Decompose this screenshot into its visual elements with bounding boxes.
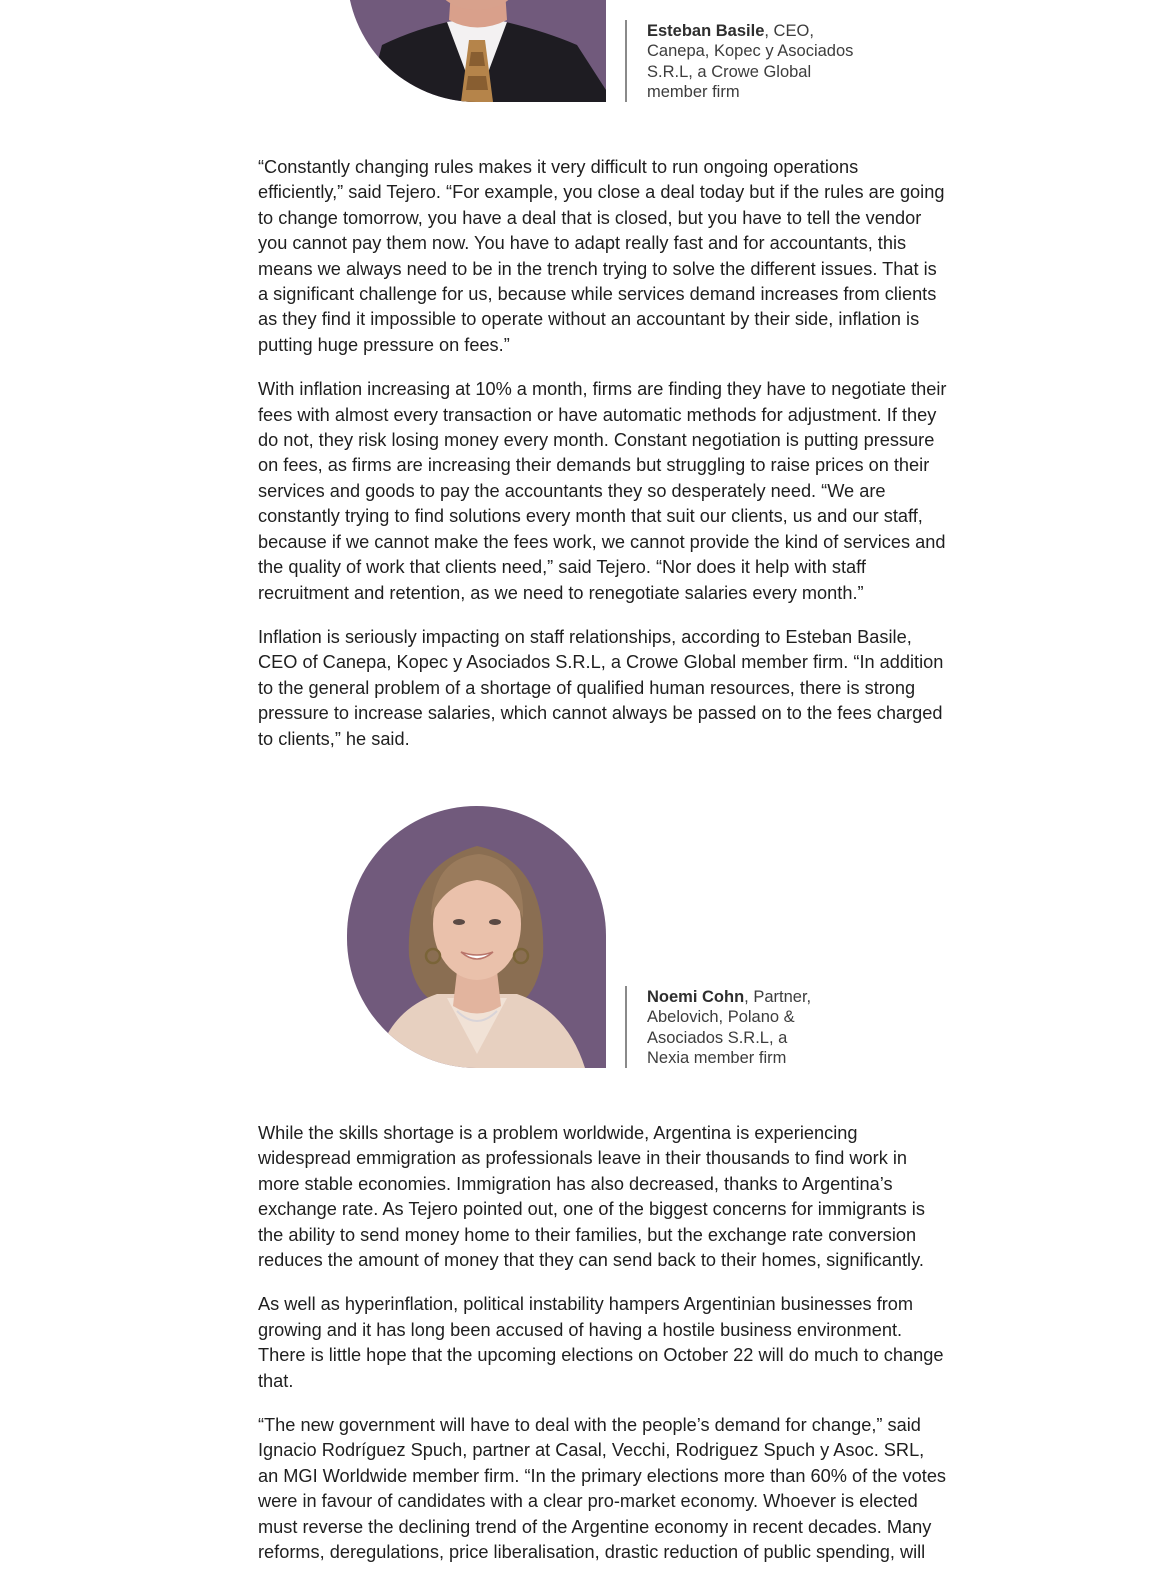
profile-role-line: , CEO, bbox=[764, 22, 814, 40]
article-paragraph: With inflation increasing at 10% a month, firms are finding they have to negotiate their fees with almost every transaction or have automatic methods for adjustment. If they do not, they risk losing money every month. Constant negotiation is putting pressure on fees, as firms are increasing their demands but struggling to raise prices on their services and goods to pay the accountants they so desperately need. “We are constantly trying to find solutions every month that suit our clients, us and our staff, because if we cannot make the fees work, we cannot provide the kind of services and the quality of work that clients need,” said Tejero. “Nor does it help with staff recruitment and retention, as we need to renegotiate salaries every month.” bbox=[258, 379, 947, 603]
profile-role-line: Abelovich, Polano & bbox=[647, 1008, 795, 1027]
profile-role-line: S.R.L, a Crowe Global bbox=[647, 62, 812, 81]
article-paragraph: Inflation is seriously impacting on staff relationships, according to Esteban Basile, CEO of Canepa, Kopec y Asociados S.R.L, a Crowe Global member firm. “In addition to the general problem of a shortage of qualified human resources, there is strong pressure to increase salaries, which cannot always be passed on to the fees charged to clients,” he said. bbox=[258, 626, 944, 749]
article-section-1 bbox=[258, 155, 948, 771]
profile-name: Esteban Basile bbox=[647, 22, 765, 40]
profile-caption bbox=[647, 21, 877, 103]
article-paragraph: “Constantly changing rules makes it very difficult to run ongoing operations efficiently,” said Tejero. “For example, you close a deal today but if the rules are going to change tomorrow, you have a deal that is closed, but you have to tell the vendor you cannot pay them now. You have to adapt really fast and for accountants, this means we always need to be in the trench trying to solve the different issues. That is a significant challenge for us, because while services demand increases from clients as they find it impossible to operate without an accountant by their side, inflation is putting huge pressure on fees.” bbox=[258, 157, 945, 355]
profile-role-line: member firm bbox=[647, 83, 740, 102]
caption-divider bbox=[625, 20, 627, 102]
caption-divider bbox=[625, 986, 627, 1068]
profile-noemi-cohn bbox=[347, 806, 907, 1068]
article-section-2 bbox=[258, 1121, 948, 1585]
profile-role-line: Canepa, Kopec y Asociados bbox=[647, 42, 854, 61]
portrait-photo bbox=[347, 806, 606, 1068]
woman-portrait-illustration bbox=[347, 806, 606, 1068]
article-paragraph: While the skills shortage is a problem worldwide, Argentina is experiencing widespread emmigration as professionals leave in their thousands to find work in more stable economies. Immigration has also decreased, thanks to Argentina’s exchange rate. As Tejero pointed out, one of the biggest concerns for immigrants is the ability to send money home to their families, but the exchange rate conversion reduces the amount of money that they can send back to their homes, significantly. bbox=[258, 1123, 925, 1271]
profile-role-line: Asociados S.R.L, a bbox=[647, 1028, 788, 1047]
article-paragraph: “The new government will have to deal with the people’s demand for change,” said Ignacio Rodríguez Spuch, partner at Casal, Vecchi, Rodriguez Spuch y Asoc. SRL, an MGI Worldwide member firm. “In the primary elections more than 60% of the votes were in favour of candidates with a clear pro-market economy. Whoever is elected must reverse the declining trend of the Argentine economy in recent decades. Many reforms, deregulations, price liberalisation, drastic reduction of public spending, will bbox=[258, 1415, 947, 1563]
profile-name: Noemi Cohn bbox=[647, 988, 745, 1006]
profile-caption bbox=[647, 987, 877, 1069]
man-portrait-illustration bbox=[347, 0, 606, 102]
portrait-photo bbox=[347, 0, 606, 102]
profile-role-line: , Partner, bbox=[744, 988, 812, 1006]
profile-role-line: Nexia member firm bbox=[647, 1049, 787, 1068]
profile-esteban-basile bbox=[347, 0, 907, 102]
article-paragraph: As well as hyperinflation, political instability hampers Argentinian businesses from growing and it has long been accused of having a hostile business environment. There is little hope that the upcoming elections on October 22 will do much to change that. bbox=[258, 1294, 944, 1391]
